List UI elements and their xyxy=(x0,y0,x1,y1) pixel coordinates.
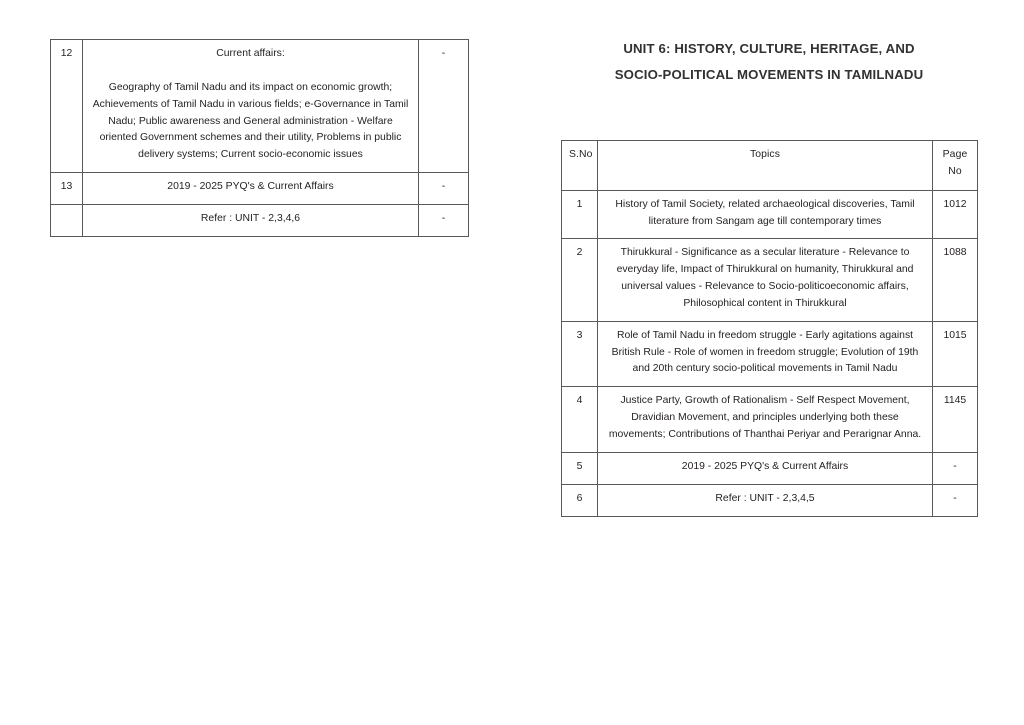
row-topic xyxy=(83,40,419,173)
row-page-number: - xyxy=(419,173,469,205)
row-topic: Refer : UNIT - 2,3,4,6 xyxy=(83,204,419,236)
table-row xyxy=(562,239,978,321)
row-serial-number: 1 xyxy=(562,190,598,239)
row-serial-number: 3 xyxy=(562,321,598,387)
header-topics: Topics xyxy=(598,141,933,191)
row-topic: Justice Party, Growth of Rationalism - Self Respect Movement, Dravidian Movement, and principles underlying both these movements; Contributions of Thanthai Periyar and Perarignar Anna. xyxy=(598,387,933,453)
row-topic: Role of Tamil Nadu in freedom struggle - Early agitations against British Rule - Role of women in freedom struggle; Evolution of 19th and 20th century socio-political movements in Tamil Nadu xyxy=(598,321,933,387)
left-syllabus-table xyxy=(50,39,469,237)
row-page-number: - xyxy=(933,452,978,484)
row-page-number: 1145 xyxy=(933,387,978,453)
row-page-number: - xyxy=(419,40,469,173)
table-row xyxy=(562,321,978,387)
row-topic: Refer : UNIT - 2,3,4,5 xyxy=(598,484,933,516)
row-page-number: 1015 xyxy=(933,321,978,387)
table-header-row xyxy=(562,141,978,191)
header-serial-number: S.No xyxy=(562,141,598,191)
row-topic-lead: Current affairs: xyxy=(216,48,285,59)
row-serial-number: 6 xyxy=(562,484,598,516)
row-page-number: - xyxy=(933,484,978,516)
unit-heading xyxy=(561,36,977,87)
unit-heading-line-2: SOCIO-POLITICAL MOVEMENTS IN TAMILNADU xyxy=(614,66,924,82)
table-row xyxy=(562,452,978,484)
table-row xyxy=(51,40,469,173)
row-page-number: 1088 xyxy=(933,239,978,321)
row-topic: 2019 - 2025 PYQ's & Current Affairs xyxy=(598,452,933,484)
table-row xyxy=(562,190,978,239)
row-serial-number: 5 xyxy=(562,452,598,484)
row-serial-number: 4 xyxy=(562,387,598,453)
row-serial-number: 2 xyxy=(562,239,598,321)
table-row xyxy=(562,484,978,516)
row-serial-number: 12 xyxy=(51,40,83,173)
row-topic: 2019 - 2025 PYQ's & Current Affairs xyxy=(83,173,419,205)
table-row xyxy=(51,204,469,236)
row-serial-number xyxy=(51,204,83,236)
row-topic-body: Geography of Tamil Nadu and its impact on economic growth; Achievements of Tamil Nadu in various fields; e-Governance in Tamil Nadu; Public awareness and General administration - Welfare oriented Government schemes and their utility, Problems in public delivery systems; Current socio-economic issues xyxy=(92,81,409,161)
right-syllabus-table xyxy=(561,140,978,517)
table-row xyxy=(51,173,469,205)
unit-heading-line-1: UNIT 6: HISTORY, CULTURE, HERITAGE, AND xyxy=(623,41,915,56)
left-syllabus-table-container xyxy=(50,39,468,237)
row-page-number: 1012 xyxy=(933,190,978,239)
row-topic: History of Tamil Society, related archaeological discoveries, Tamil literature from Sangam age till contemporary times xyxy=(598,190,933,239)
header-page-line-2: No xyxy=(948,165,962,177)
header-page-number xyxy=(933,141,978,191)
row-topic: Thirukkural - Significance as a secular literature - Relevance to everyday life, Impact of Thirukkural on humanity, Thirukkural and universal values - Relevance to Socio-politicoeconomic affairs, Philosophical content in Thirukkural xyxy=(598,239,933,321)
right-syllabus-table-container xyxy=(561,140,977,517)
row-serial-number: 13 xyxy=(51,173,83,205)
table-row xyxy=(562,387,978,453)
row-page-number: - xyxy=(419,204,469,236)
header-page-line-1: Page xyxy=(942,149,968,160)
